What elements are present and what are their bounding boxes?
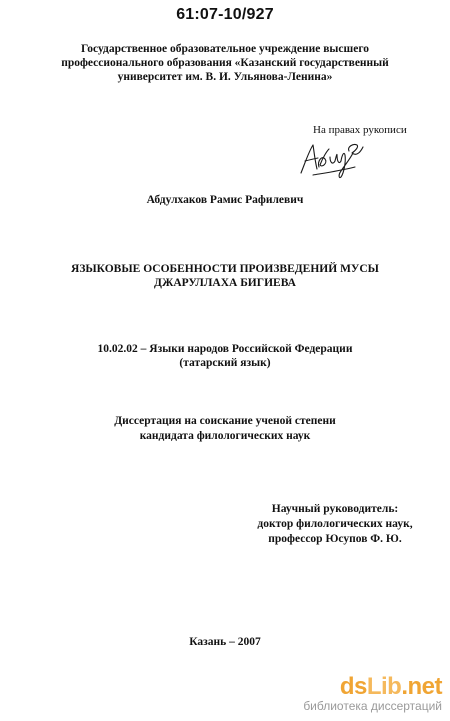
institution-line-1: Государственное образовательное учреждение высшего xyxy=(80,43,370,55)
scientific-advisor xyxy=(255,502,415,547)
author-name: Абдулхаков Рамис Рафилевич xyxy=(146,194,304,206)
degree-statement xyxy=(40,414,410,444)
degree-line-1: Диссертация на соискание ученой степени xyxy=(114,415,336,427)
advisor-line-2: доктор филологических наук, xyxy=(257,518,413,530)
city-year: Казань – 2007 xyxy=(189,636,261,648)
title-line-1: ЯЗЫКОВЫЕ ОСОБЕННОСТИ ПРОИЗВЕДЕНИЙ МУСЫ xyxy=(71,263,379,275)
institution-line-2: профессионального образования «Казанский государственный xyxy=(61,57,389,69)
logo-lib: Lib xyxy=(366,673,402,700)
specialty-line-2: (татарский язык) xyxy=(179,357,271,369)
advisor-line-3: профессор Юсупов Ф. Ю. xyxy=(268,533,402,545)
institution-line-3: университет им. В. И. Ульянова-Ленина» xyxy=(117,71,333,83)
title-line-2: ДЖАРУЛЛАХА БИГИЕВА xyxy=(154,277,296,289)
logo-net: .net xyxy=(401,673,442,700)
specialty-line-1: 10.02.02 – Языки народов Российской Федерации xyxy=(97,343,353,355)
rights-note: На правах рукописи xyxy=(313,124,407,136)
logo-ds: ds xyxy=(339,673,367,700)
advisor-line-1: Научный руководитель: xyxy=(271,503,399,515)
dslib-watermark xyxy=(303,675,442,712)
watermark-subtitle: библиотека диссертаций xyxy=(303,699,442,713)
specialty-code xyxy=(40,342,410,370)
dslib-logo xyxy=(303,675,442,699)
catalog-number: 61:07-10/927 xyxy=(176,6,274,23)
handwritten-signature xyxy=(295,137,365,181)
dissertation-title xyxy=(40,262,410,290)
institution-name xyxy=(30,42,420,84)
degree-line-2: кандидата филологических наук xyxy=(139,430,311,442)
